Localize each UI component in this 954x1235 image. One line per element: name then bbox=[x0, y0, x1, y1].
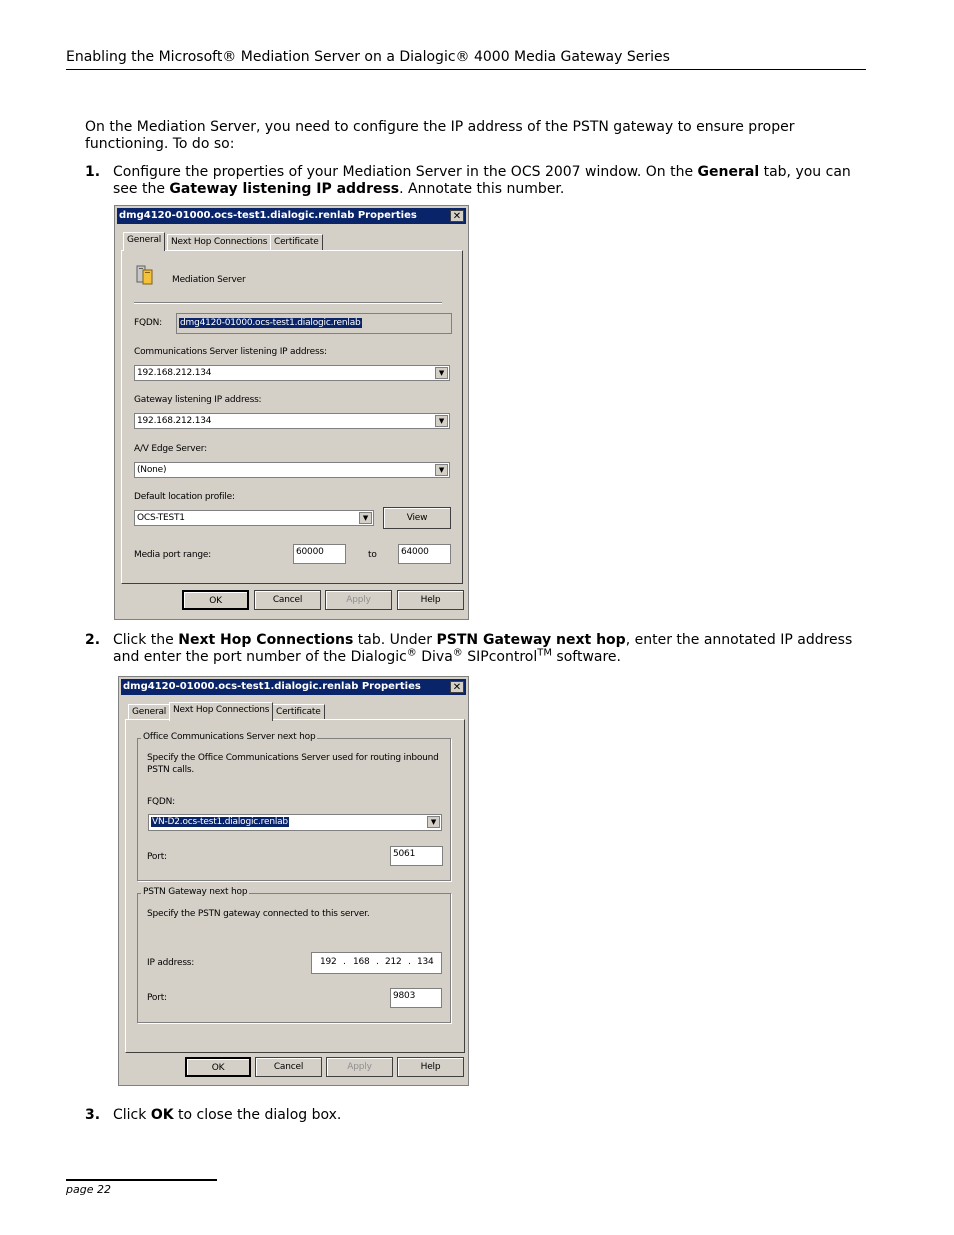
media-port-range-label: Media port range: bbox=[134, 550, 212, 560]
ip-dot: . bbox=[343, 957, 346, 967]
tab-certificate[interactable]: Certificate bbox=[270, 234, 323, 251]
tab-general[interactable]: General bbox=[128, 704, 170, 721]
chevron-down-icon[interactable]: ▼ bbox=[359, 512, 372, 524]
tab-page bbox=[125, 719, 465, 1053]
ip-octet-3[interactable]: 212 bbox=[385, 957, 402, 967]
view-button[interactable]: View bbox=[383, 507, 451, 529]
cancel-button[interactable]: Cancel bbox=[255, 1057, 322, 1077]
step-number: 3. bbox=[85, 1107, 101, 1123]
chevron-down-icon[interactable]: ▼ bbox=[435, 367, 448, 379]
gateway-ip-label: Gateway listening IP address: bbox=[134, 395, 262, 405]
to-label: to bbox=[368, 550, 377, 560]
ip-dot: . bbox=[408, 957, 411, 967]
ip-address-input[interactable] bbox=[311, 952, 442, 974]
ocs-next-hop-description: Specify the Office Communications Server used for routing inbound PSTN calls. bbox=[147, 753, 439, 775]
chevron-down-icon[interactable]: ▼ bbox=[427, 816, 440, 828]
ok-button[interactable]: OK bbox=[182, 590, 249, 610]
ok-button[interactable]: OK bbox=[185, 1057, 251, 1077]
close-icon[interactable]: ✕ bbox=[450, 210, 464, 222]
ip-address-label: IP address: bbox=[147, 958, 195, 968]
apply-button[interactable]: Apply bbox=[326, 1057, 393, 1077]
tab-page bbox=[121, 250, 463, 584]
location-profile-select[interactable]: OCS-TEST1 ▼ bbox=[134, 510, 374, 526]
document-header: Enabling the Microsoft® Mediation Server on a Dialogic® 4000 Media Gateway Series bbox=[66, 49, 670, 65]
help-button[interactable]: Help bbox=[397, 1057, 464, 1077]
av-edge-select[interactable]: (None) ▼ bbox=[134, 462, 450, 478]
gateway-port-input[interactable]: 9803 bbox=[390, 988, 442, 1008]
step-text: Click the Next Hop Connections tab. Under PSTN Gateway next hop, enter the annotated IP address and enter the port number of the Dialogic® Diva® SIPcontrol™ software. bbox=[113, 632, 853, 665]
separator bbox=[134, 302, 442, 304]
step-text: Click OK to close the dialog box. bbox=[113, 1107, 342, 1123]
page-number: page 22 bbox=[66, 1183, 111, 1196]
pstn-gateway-description: Specify the PSTN gateway connected to this server. bbox=[147, 909, 370, 919]
pstn-gateway-next-hop-title: PSTN Gateway next hop bbox=[143, 887, 248, 897]
ip-octet-2[interactable]: 168 bbox=[353, 957, 370, 967]
dialog-title-bar bbox=[117, 208, 466, 224]
av-edge-label: A/V Edge Server: bbox=[134, 444, 207, 454]
tab-general[interactable]: General bbox=[123, 232, 165, 251]
footer-rule bbox=[66, 1179, 217, 1181]
properties-dialog-next-hop bbox=[118, 676, 469, 1086]
dialog-title: dmg4120-01000.ocs-test1.dialogic.renlab Properties bbox=[119, 210, 417, 221]
help-button[interactable]: Help bbox=[397, 590, 464, 610]
ip-dot: . bbox=[376, 957, 379, 967]
ocs-ip-select[interactable]: 192.168.212.134 ▼ bbox=[134, 365, 450, 381]
ocs-next-hop-title: Office Communications Server next hop bbox=[143, 732, 316, 742]
properties-dialog-general bbox=[114, 205, 469, 620]
fqdn-label: FQDN: bbox=[134, 318, 162, 328]
ocs-ip-label: Communications Server listening IP address: bbox=[134, 347, 327, 357]
cancel-button[interactable]: Cancel bbox=[254, 590, 321, 610]
dialog-title-bar bbox=[121, 679, 466, 695]
server-role-label: Mediation Server bbox=[172, 275, 246, 285]
intro-paragraph: On the Mediation Server, you need to configure the IP address of the PSTN gateway to ensure proper functioning. To do so: bbox=[85, 119, 795, 152]
location-profile-label: Default location profile: bbox=[134, 492, 235, 502]
port-label: Port: bbox=[147, 852, 167, 862]
ip-octet-1[interactable]: 192 bbox=[320, 957, 337, 967]
header-rule bbox=[66, 69, 866, 70]
gateway-ip-select[interactable]: 192.168.212.134 ▼ bbox=[134, 413, 450, 429]
port-to-input[interactable]: 64000 bbox=[398, 544, 451, 564]
fqdn-field[interactable]: dmg4120-01000.ocs-test1.dialogic.renlab bbox=[176, 313, 452, 334]
apply-button[interactable]: Apply bbox=[325, 590, 392, 610]
dialog-title: dmg4120-01000.ocs-test1.dialogic.renlab Properties bbox=[123, 681, 421, 692]
port-label: Port: bbox=[147, 993, 167, 1003]
fqdn-label: FQDN: bbox=[147, 797, 175, 807]
close-icon[interactable]: ✕ bbox=[450, 681, 464, 693]
chevron-down-icon[interactable]: ▼ bbox=[435, 415, 448, 427]
step-number: 1. bbox=[85, 164, 101, 180]
fqdn-select[interactable]: VN-D2.ocs-test1.dialogic.renlab ▼ bbox=[148, 814, 442, 831]
tab-next-hop-connections[interactable]: Next Hop Connections bbox=[167, 234, 271, 251]
step-text: Configure the properties of your Mediation Server in the OCS 2007 window. On the General tab, you can see the Gateway listening IP address. Annotate this number. bbox=[113, 164, 851, 197]
tab-next-hop-connections[interactable]: Next Hop Connections bbox=[169, 702, 273, 721]
step-number: 2. bbox=[85, 632, 101, 648]
chevron-down-icon[interactable]: ▼ bbox=[435, 464, 448, 476]
ip-octet-4[interactable]: 134 bbox=[417, 957, 434, 967]
port-from-input[interactable]: 60000 bbox=[293, 544, 346, 564]
tab-certificate[interactable]: Certificate bbox=[272, 704, 325, 721]
ocs-port-input[interactable]: 5061 bbox=[390, 846, 443, 866]
server-icon bbox=[136, 263, 156, 285]
